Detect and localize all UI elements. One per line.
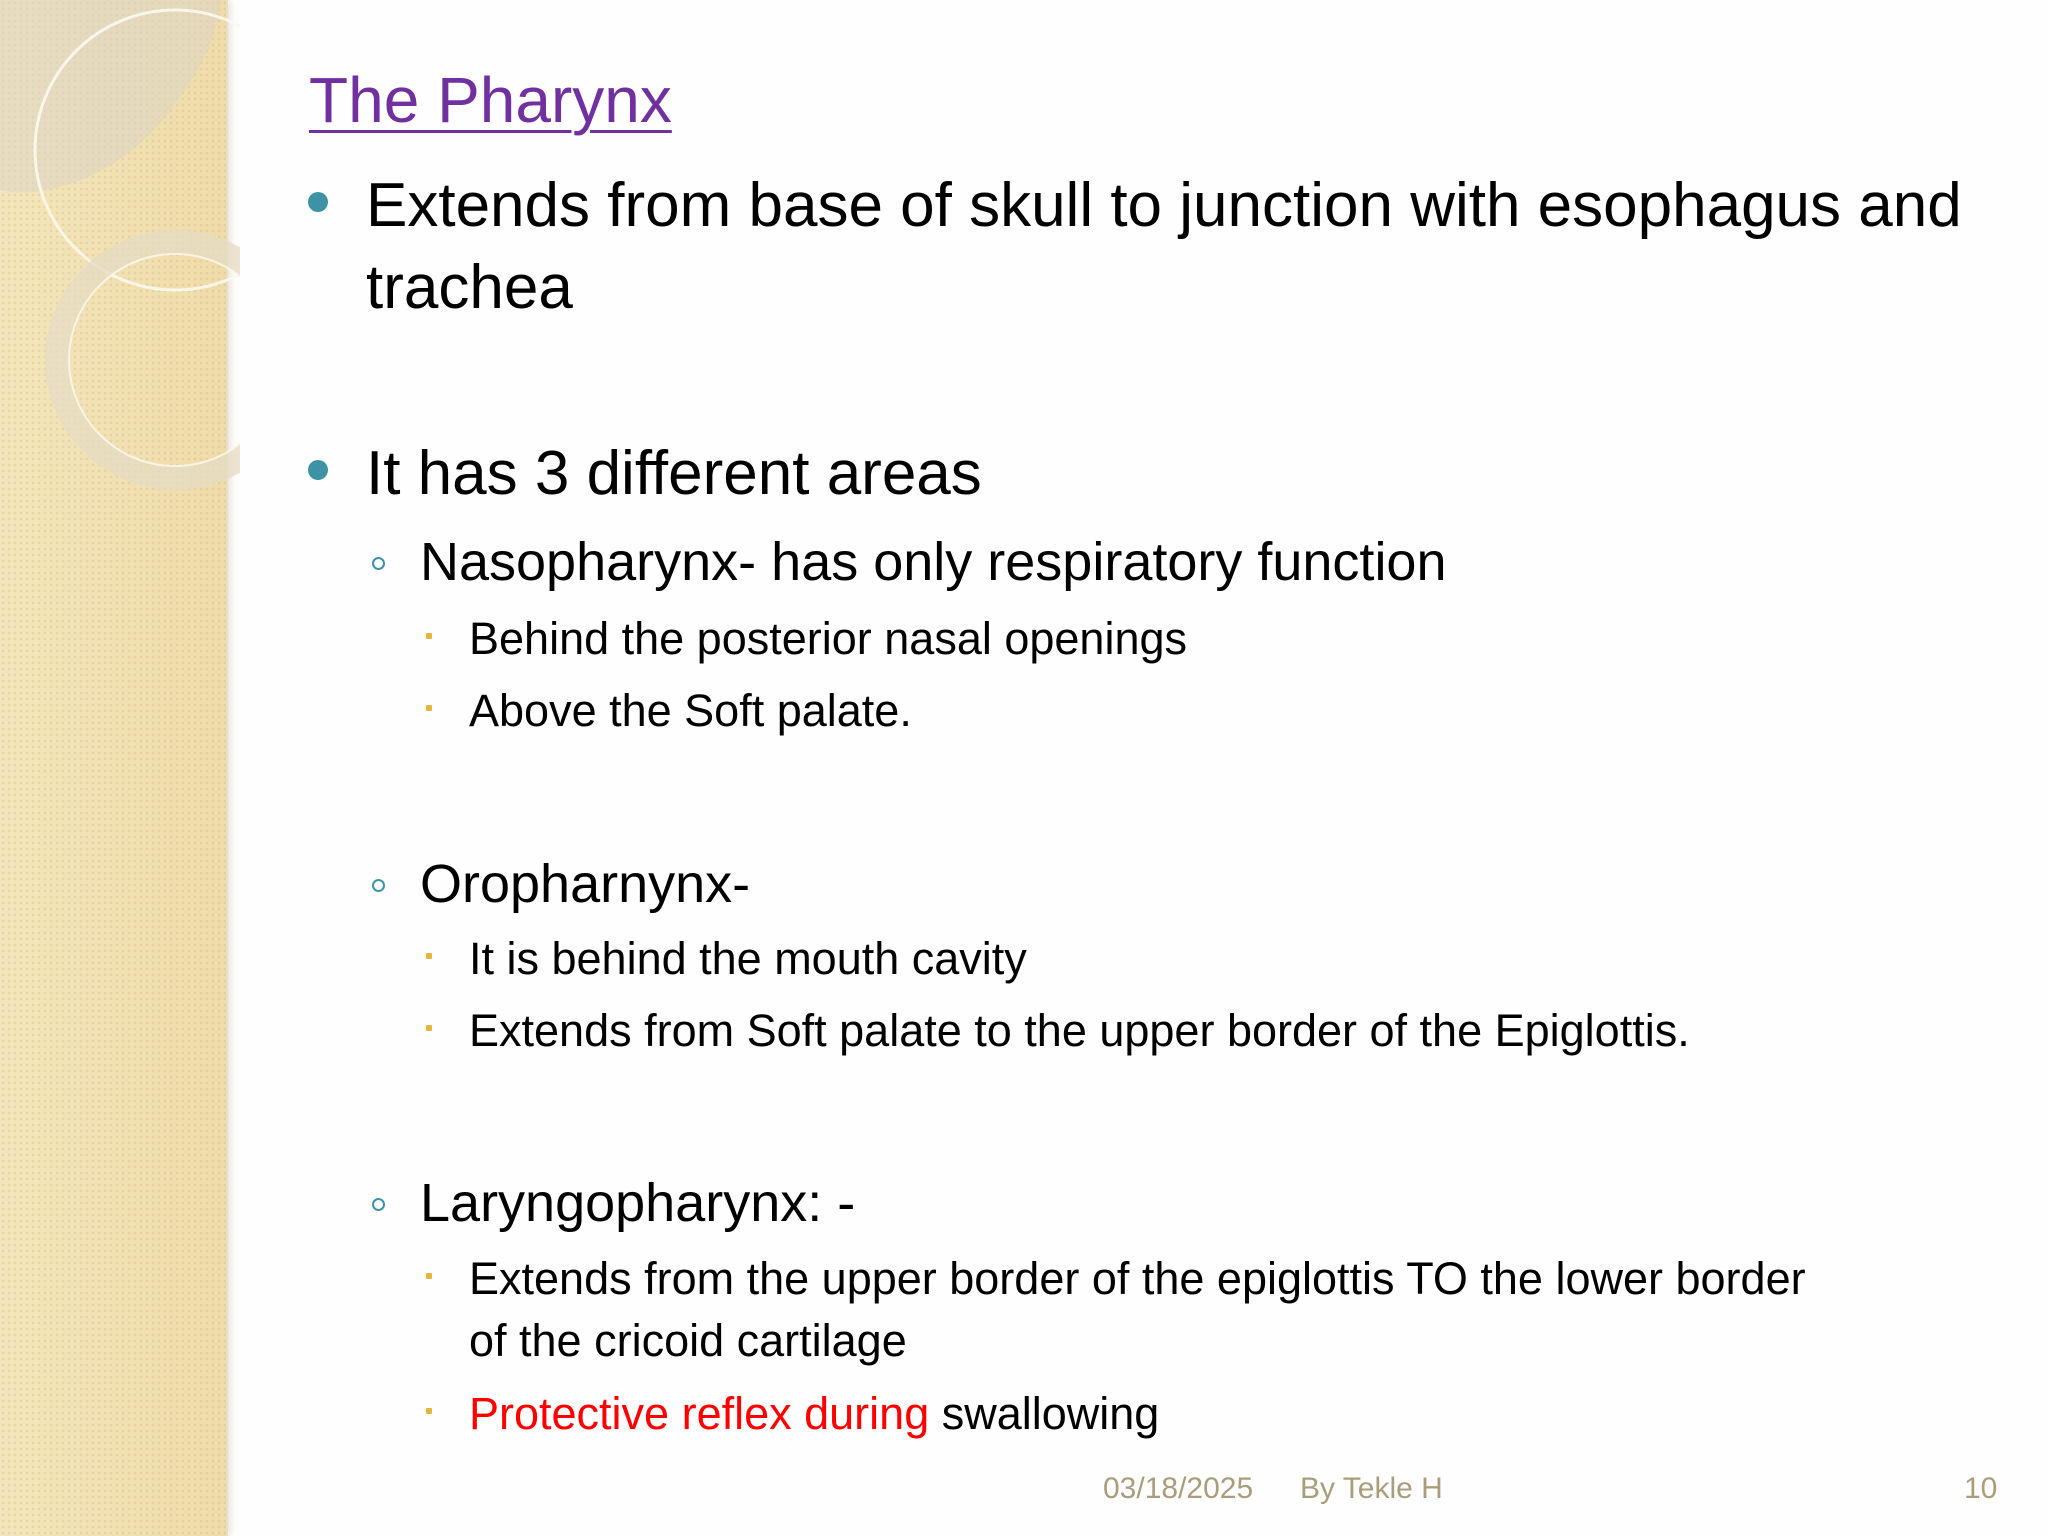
list-item-text: Above the Soft palate.	[469, 685, 912, 736]
ring-bullet-icon	[372, 557, 385, 570]
square-bullet-icon	[426, 633, 432, 639]
square-bullet-icon	[426, 1273, 432, 1279]
bullet-text-continued: trachea	[366, 253, 573, 322]
list-item-text: Behind the posterior nasal openings	[469, 613, 1188, 664]
highlighted-text: Protective reflex during	[469, 1388, 930, 1439]
ring-bullet-icon	[372, 879, 385, 892]
area-heading: Nasopharynx- has only respiratory function	[420, 532, 1447, 592]
bullet-dot-icon	[308, 460, 328, 480]
slide-number: 10	[1964, 1472, 1998, 1505]
decorative-rings	[0, 0, 240, 520]
list-item-text	[469, 1383, 1159, 1445]
list-item-text: Extends from Soft palate to the upper border of the Epiglottis.	[469, 1005, 1690, 1056]
plain-text: swallowing	[929, 1388, 1160, 1439]
decorative-ring-medium	[57, 242, 240, 478]
bullet-text: Extends from base of skull to junction with esophagus and	[366, 171, 1962, 240]
list-item-text-continued: of the cricoid cartilage	[469, 1315, 907, 1366]
square-bullet-icon	[426, 1408, 432, 1414]
area-heading: Oropharnynx-	[420, 854, 751, 914]
footer-date: 03/18/2025	[1103, 1472, 1254, 1505]
bullet-dot-icon	[308, 192, 328, 212]
slide-title: The Pharynx	[309, 64, 672, 136]
footer-author: By Tekle H	[1300, 1472, 1443, 1505]
list-item-text: It is behind the mouth cavity	[469, 933, 1027, 984]
ring-bullet-icon	[372, 1198, 385, 1211]
list-item-text: Extends from the upper border of the epiglottis TO the lower border	[469, 1253, 1806, 1304]
decorative-corner-circle	[0, 0, 220, 192]
bullet-text: It has 3 different areas	[366, 439, 982, 508]
square-bullet-icon	[426, 1025, 432, 1031]
square-bullet-icon	[426, 705, 432, 711]
area-heading: Laryngopharynx: -	[420, 1173, 856, 1233]
square-bullet-icon	[426, 953, 432, 959]
